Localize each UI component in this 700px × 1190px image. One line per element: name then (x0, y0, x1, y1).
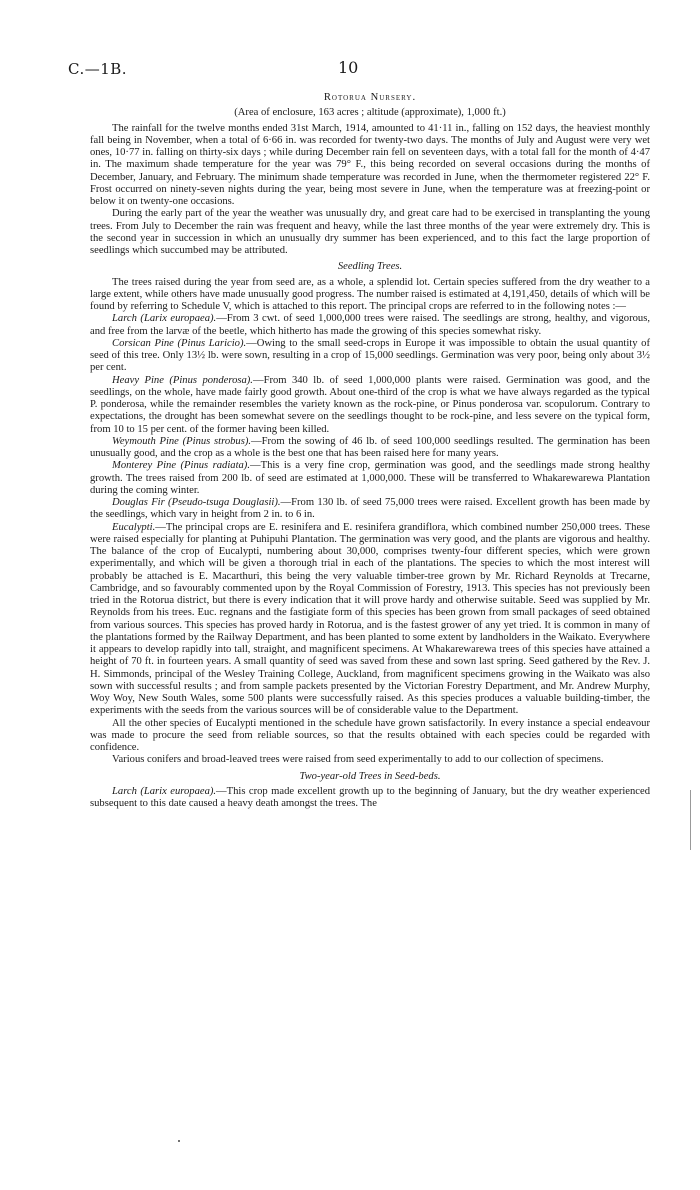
species-text: —From 130 lb. of seed 75,000 trees were raised. Excellent growth has been made by the seedlings, which vary in height from 2 in. to 6 in. (90, 497, 650, 521)
page-number: 10 (338, 58, 359, 77)
species-label: Larch (Larix europaea). (112, 313, 217, 325)
species-label: Larch (Larix europaea). (112, 785, 217, 797)
paragraph-weymouth-pine (90, 436, 650, 461)
section-heading-two-year-old: Two-year-old Trees in Seed-beds. (299, 770, 441, 782)
document-reference: C.—1B. (68, 60, 128, 78)
margin-mark (690, 790, 691, 850)
species-label: Monterey Pine (Pinus radiata). (112, 460, 250, 472)
page-speck (178, 1140, 180, 1142)
species-label: Corsican Pine (Pinus Laricio). (112, 337, 247, 349)
paragraph-conifers: Various conifers and broad-leaved trees were raised from seed experimentally to add to our collection of specimens. (112, 754, 604, 766)
species-text: —This is a very fine crop, germination was good, and the seedlings made strong healthy growth. The trees raised from 200 lb. of seed are estimated at 1,000,000. These will be transferred to Whakarewarewa Plantation during the coming winter. (90, 460, 651, 496)
species-text: —From the sowing of 46 lb. of seed 100,000 seedlings resulted. The germination has been unusually good, and the crop as a whole is the best one that has been raised here for many years. (90, 435, 650, 459)
section-title: Rotorua Nursery. (323, 92, 417, 103)
paragraph-weather: During the early part of the year the weather was unusually dry, and great care had to be exercised in transplanting the young trees. From July to December the rain was frequent and heavy, while the last three months of the year were extremely dry. This is the second year in succession in which an unusually dry summer has been experienced, and to this fact the large proportion of seedlings which succumbed may be attributed. (90, 208, 650, 256)
paragraph-two-year-larch (90, 786, 650, 811)
paragraph-rainfall: The rainfall for the twelve months ended 31st March, 1914, amounted to 41·11 in., falling on 152 days, the heaviest monthly fall being in November, when a total of 6·66 in. was recorded for twenty-two days. The months of July and August were very wet ones, 10·77 in. falling on thirty-six days ; while during December rain fell on seventeen days, with a total fall for the month of 4·47 in. The maximum shade temperature for the year was 79° F., this being recorded on several occasions during the months of December, January, and February. The minimum shade temperature was recorded in June, when the thermometer registered 22° F. Frost occurred on ninety-seven nights during the year, being most severe in June, when the temperature was at freezing-point or below it on twenty-one occasions. (90, 122, 650, 207)
species-text: —Owing to the small seed-crops in Europe it was impossible to obtain the usual quantity of seed of this tree. Only 13½ lb. were sown, resulting in a crop of 15,000 seedlings. Germination was very poor, being only about 3½ per cent. (90, 337, 650, 374)
document-body (90, 92, 650, 810)
paragraph-heavy-pine (90, 375, 650, 436)
paragraph-douglas-fir (90, 497, 650, 522)
species-text: —The principal crops are E. resinifera and E. resinifera grandiflora, which combined number 250,000 trees. These were raised especially for planting at Puhipuhi Plantation. The germination was very good, and the plants are vigorous and healthy. The balance of the crop of Eucalypti, numbering about 30,000, comprises twenty-four different species, which were grown experimentally, and which will be given a thorough trial in each of the plantations. The species to which the most interest will probably be attached is E. Macarthuri, this being the very valuable timber-tree grown by Mr. Richard Reynolds at Trecarne, Cambridge, and so favourably commented upon by the Royal Commission of Forestry, 1913. This species has not previously been tried in the Rotorua district, but there is every indication that it will prove hardy and otherwise suitable. Seed was supplied by Mr. Reynolds from his trees. Euc. regnans and the fastigiate form of this species has been grown from small packages of seed obtained from various sources. This species has proved hardy in Rotorua, and is the fastest grower of any yet tried. It is common in many of the plantations formed by the Railway Department, and has been planted to some extent by landholders in the Waikato. Everywhere it appears to develop rapidly into tall, straight, and magnificent specimens. At Whakarewarewa trees of this species have attained a height of 70 ft. in fourteen years. A small quantity of seed was saved from these and sown last spring. Seed gathered by the Rev. J. H. Simmonds, principal of the Wesley Training College, Auckland, from magnificent specimens growing in the Waikato was also sown with successful results ; and from sample packets presented by the Victorian Forestry Department, and Mr. Andrew Murphy, Woy Woy, New South Wales, some 500 plants were successfully raised. As this species produces a valuable building-timber, the experiments with the seeds from the various sources will be of considerable value to the Department. (90, 521, 650, 717)
paragraph-eucalypti (90, 522, 650, 718)
species-label: Weymouth Pine (Pinus strobus). (112, 435, 252, 447)
paragraph-corsican-pine (90, 338, 650, 375)
species-text: —From 340 lb. of seed 1,000,000 plants were raised. Germination was good, and the seedlings, on the whole, have made fairly good growth. About one-third of the crop is what we have always regarded as the typical P. ponderosa, while the remainder resembles the variety known as the rock-pine, or Pinus ponderosa var. scopulorum. Contrary to expectations, the drought has been somewhat severe on the seedlings thought to be rock-pine, and less severe on the typical form, from 10 to 15 per cent. of the former having been killed. (90, 374, 650, 435)
species-text: —From 3 cwt. of seed 1,000,000 trees were raised. The seedlings are strong, healthy, and vigorous, and free from the larvæ of the beetle, which hitherto has made the growing of this species somewhat risky. (90, 313, 650, 337)
section-subtitle: (Area of enclosure, 163 acres ; altitude (approximate), 1,000 ft.) (234, 107, 506, 119)
species-text: —This crop made excellent growth up to the beginning of January, but the dry weather experienced subsequent to this date caused a heavy death amongst the trees. The (90, 785, 650, 809)
paragraph-seedling-intro: The trees raised during the year from seed are, as a whole, a splendid lot. Certain species suffered from the dry weather to a large extent, while others have made unusually good progress. The number raised is estimated at 4,191,450, details of which will be found by referring to Schedule V, which is attached to this report. The principal crops are referred to in the following notes :— (90, 276, 650, 312)
species-label: Heavy Pine (Pinus ponderosa). (112, 374, 253, 386)
species-label: Douglas Fir (Pseudo-tsuga Douglasii). (112, 497, 281, 508)
paragraph-other-eucalypti: All the other species of Eucalypti mentioned in the schedule have grown satisfactorily. In every instance a special endeavour was made to procure the seed from reliable sources, so that the results obtained with each species could be regarded with confidence. (90, 717, 650, 753)
section-heading-seedling-trees: Seedling Trees. (337, 261, 403, 273)
species-label: Eucalypti. (112, 521, 156, 533)
paragraph-monterey-pine (90, 460, 650, 497)
paragraph-larch (90, 313, 650, 338)
